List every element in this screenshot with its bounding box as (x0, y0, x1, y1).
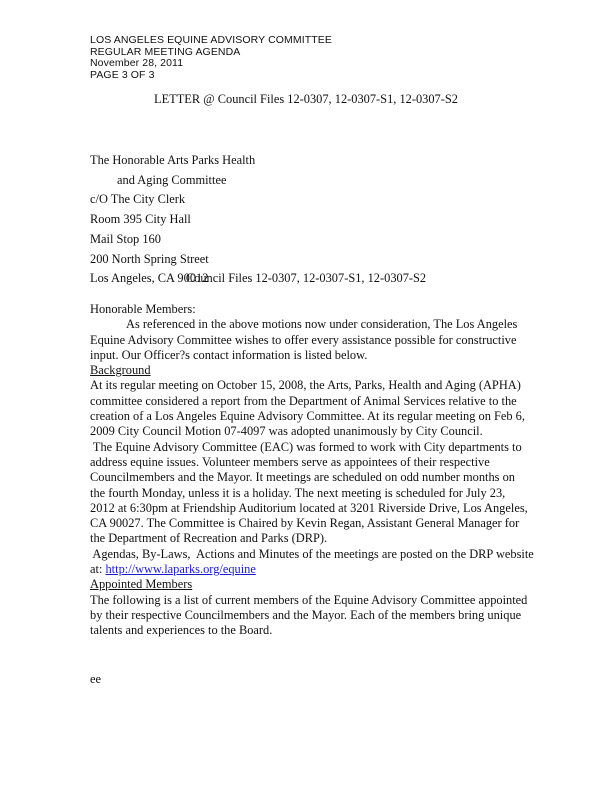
header-page-number: PAGE 3 OF 3 (90, 68, 155, 81)
intro-line: input. Our Officer?s contact information is listed below. (90, 347, 368, 362)
website-line (90, 562, 530, 577)
letter-body (90, 302, 534, 639)
address-line: 200 North Spring Street (90, 251, 209, 266)
address-line: Mail Stop 160 (90, 231, 161, 246)
background-line: 2009 City Council Motion 07-4097 was adopted unanimously by City Council. (90, 424, 483, 439)
address-line: c/O The City Clerk (90, 192, 186, 207)
intro-line: As referenced in the above motions now under consideration, The Los Angeles (126, 317, 518, 332)
background-line: creation of a Los Angeles Equine Advisory Committee. At its regular meeting on Feb 6, (90, 409, 525, 424)
header-committee-name: LOS ANGELES EQUINE ADVISORY COMMITTEE (90, 34, 332, 46)
background-line: Agendas, By-Laws, Actions and Minutes of the meetings are posted on the DRP website (90, 546, 534, 561)
background-line: CA 90027. The Committee is Chaired by Kevin Regan, Assistant General Manager for (90, 516, 520, 531)
recipient-address (90, 151, 255, 289)
appointed-members-heading: Appointed Members (90, 577, 193, 592)
footer-initials: ee (90, 672, 101, 686)
background-line: The Equine Advisory Committee (EAC) was formed to work with City departments to (90, 439, 522, 454)
intro-line: Equine Advisory Committee wishes to offer every assistance possible for constructive (90, 332, 517, 347)
page-header (90, 35, 332, 81)
salutation: Honorable Members: (90, 302, 196, 316)
address-line: Los Angeles, CA 90012 (90, 271, 209, 286)
address-line: and Aging Committee (117, 172, 227, 187)
background-line: address equine issues. Volunteer members serve as appointees of their respective (90, 454, 490, 469)
drp-website-link[interactable]: http://www.laparks.org/equine (105, 562, 256, 577)
appointed-line: The following is a list of current members of the Equine Advisory Committee appointed (90, 592, 528, 607)
background-line: the fourth Monday, unless it is a holiday. The next meeting is scheduled for July 23, (90, 485, 506, 500)
background-line: At its regular meeting on October 15, 2008, the Arts, Parks, Health and Aging (APHA) (90, 378, 521, 393)
appointed-line: by their respective Councilmembers and the Mayor. Each of the members bring unique (90, 607, 522, 622)
letter-title: LETTER @ Council Files 12-0307, 12-0307-S1, 12-0307-S2 (154, 92, 458, 106)
background-line: Councilmembers and the Mayor. It meetings are scheduled on odd number months on (90, 470, 515, 485)
header-date: November 28, 2011 (90, 57, 184, 70)
council-files-reference: Council Files 12-0307, 12-0307-S1, 12-0307-S2 (185, 271, 427, 285)
background-line: the Department of Recreation and Parks (DRP). (90, 531, 328, 546)
appointed-line: talents and experiences to the Board. (90, 623, 273, 638)
website-prefix: at: (90, 562, 106, 577)
background-heading: Background (90, 363, 151, 378)
address-line: The Honorable Arts Parks Health (90, 153, 256, 167)
header-agenda-type: REGULAR MEETING AGENDA (90, 45, 241, 58)
background-line: committee considered a report from the Department of Animal Services relative to the (90, 393, 517, 408)
background-line: 2012 at 6:30pm at Friendship Auditorium located at 3201 Riverside Drive, Los Angeles, (90, 500, 528, 515)
address-line: Room 395 City Hall (90, 212, 191, 227)
